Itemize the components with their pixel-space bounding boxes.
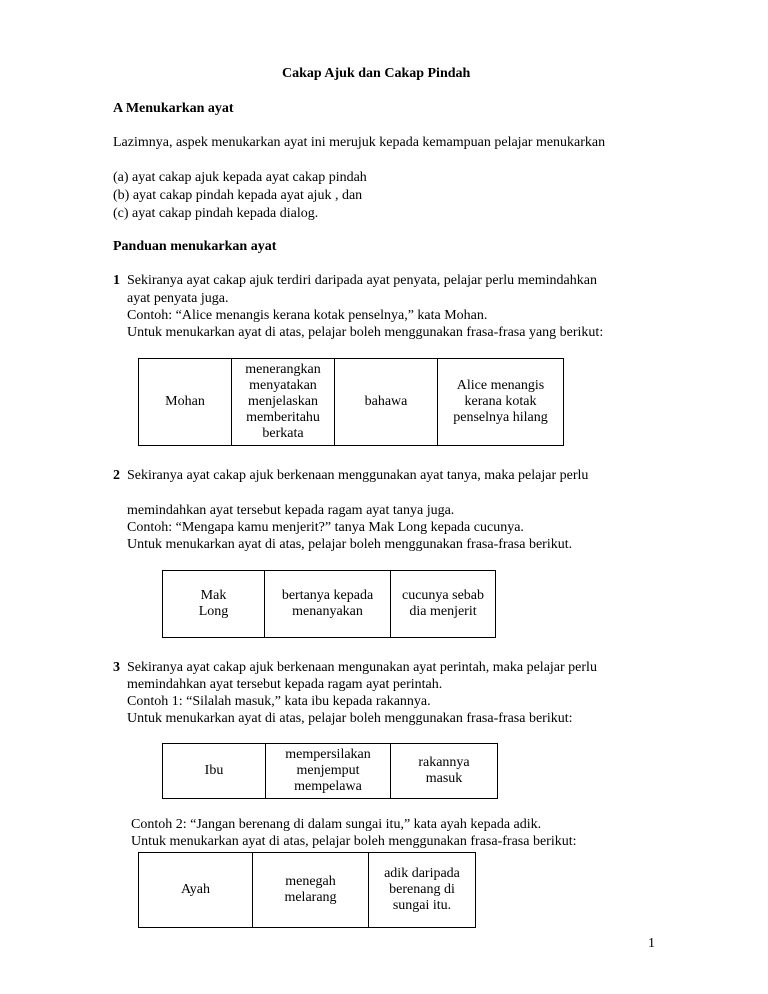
table-cell: cucunya sebab dia menjerit [391,571,496,638]
phrase-table-4 [138,852,476,928]
page-number: 1 [648,936,655,951]
table-cell: Mak Long [163,571,265,638]
item-3-example: Contoh 1: “Silalah masuk,” kata ibu kepada rakannya. [127,694,431,709]
table-cell: bahawa [335,359,438,446]
table-cell: Ibu [163,744,266,799]
item-1-line: Untuk menukarkan ayat di atas, pelajar boleh menggunakan frasa-frasa yang berikut: [127,325,604,340]
list-item-c: (c) ayat cakap pindah kepada dialog. [113,206,319,221]
section-a-heading: A Menukarkan ayat [113,101,234,116]
table-cell: bertanya kepada menanyakan [265,571,391,638]
table-cell: adik daripada berenang di sungai itu. [369,853,476,928]
table-cell: Ayah [139,853,253,928]
item-3-number: 3 [113,660,120,675]
item-2-line: memindahkan ayat tersebut kepada ragam ayat tanya juga. [127,503,455,518]
intro-text: Lazimnya, aspek menukarkan ayat ini merujuk kepada kemampuan pelajar menukarkan [113,135,606,150]
item-2-line: Sekiranya ayat cakap ajuk berkenaan menggunakan ayat tanya, maka pelajar perlu [127,468,589,483]
phrase-table-3 [162,743,498,799]
item-1-example: Contoh: “Alice menangis kerana kotak penselnya,” kata Mohan. [127,308,488,323]
item-3-line: Untuk menukarkan ayat di atas, pelajar boleh menggunakan frasa-frasa berikut: [127,711,573,726]
item-1-number: 1 [113,273,120,288]
list-item-b: (b) ayat cakap pindah kepada ayat ajuk , dan [113,188,363,203]
item-2-number: 2 [113,468,120,483]
item-3-line: Untuk menukarkan ayat di atas, pelajar boleh menggunakan frasa-frasa berikut: [131,834,577,849]
table-cell: Mohan [139,359,232,446]
list-item-a: (a) ayat cakap ajuk kepada ayat cakap pindah [113,170,367,185]
table-cell: menerangkan menyatakan menjelaskan memberitahu berkata [232,359,335,446]
table-cell: mempersilakan menjemput mempelawa [266,744,391,799]
item-2-example: Contoh: “Mengapa kamu menjerit?” tanya Mak Long kepada cucunya. [127,520,524,535]
phrase-table-2 [162,570,496,638]
panduan-heading: Panduan menukarkan ayat [113,239,277,254]
item-3-line: Sekiranya ayat cakap ajuk berkenaan mengunakan ayat perintah, maka pelajar perlu [127,660,597,675]
item-1-line: Sekiranya ayat cakap ajuk terdiri daripada ayat penyata, pelajar perlu memindahkan [127,273,597,288]
item-3-example-2: Contoh 2: “Jangan berenang di dalam sungai itu,” kata ayah kepada adik. [131,817,542,832]
item-2-line: Untuk menukarkan ayat di atas, pelajar boleh menggunakan frasa-frasa berikut. [127,537,573,552]
item-1-line: ayat penyata juga. [127,291,229,306]
phrase-table-1 [138,358,564,446]
table-cell: menegah melarang [253,853,369,928]
item-3-line: memindahkan ayat tersebut kepada ragam ayat perintah. [127,677,443,692]
table-cell: Alice menangis kerana kotak penselnya hilang [438,359,564,446]
page-title: Cakap Ajuk dan Cakap Pindah [282,66,471,81]
table-cell: rakannya masuk [391,744,498,799]
